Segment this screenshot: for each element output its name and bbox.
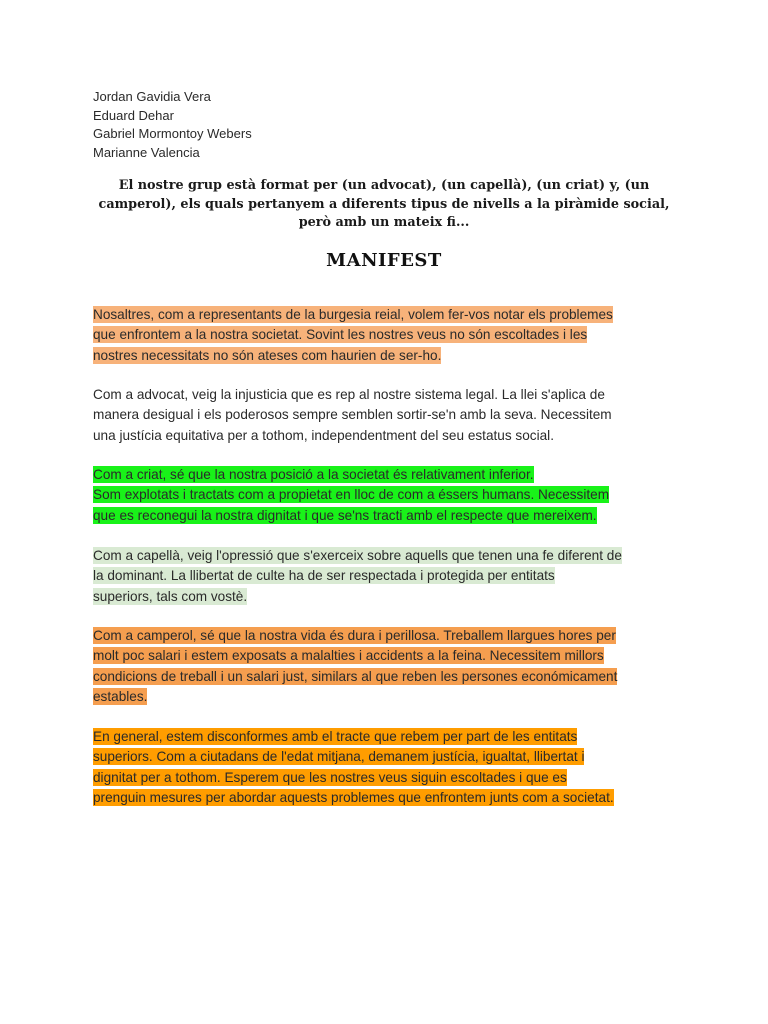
author-name: Gabriel Mormontoy Webers [93, 126, 252, 141]
paragraph-line [93, 346, 678, 366]
paragraph-line-text: la dominant. La llibertat de culte ha de ser respectada i protegida per entitats [93, 568, 555, 584]
intro-line: camperol), els quals pertanyem a diferents tipus de nivells a la piràmide social, [98, 196, 670, 212]
paragraph-peasant [93, 626, 678, 707]
paragraph-line-text: superiors, tals com vostè. [93, 588, 248, 604]
paragraph-line [93, 566, 678, 586]
paragraph-line [93, 626, 678, 646]
paragraph-line [93, 768, 678, 788]
paragraph-line [93, 426, 678, 446]
paragraph-line-text: prenguin mesures per abordar aquests problemes que enfrontem junts com a societat. [93, 789, 614, 805]
intro-line: El nostre grup està format per (un advocat), (un capellà), (un criat) y, (un [118, 178, 650, 193]
author-list [93, 88, 252, 162]
paragraph-line-text: superiors. Com a ciutadans de l'edat mitjana, demanem justícia, igualtat, llibertat i [93, 749, 585, 765]
paragraph-line [93, 687, 678, 707]
paragraph-conclusion [93, 727, 678, 808]
paragraph-line-text: condicions de treball i un salari just, similars al que reben les persones económicament [93, 668, 618, 684]
intro-line: però amb un mateix fi... [298, 215, 470, 230]
paragraph-line-text: En general, estem disconformes amb el tracte que rebem per part de les entitats [93, 729, 578, 744]
paragraph-bourgeoisie [93, 305, 678, 366]
paragraph-line-text: una justícia equitativa per a tothom, independentment del seu estatus social. [93, 427, 554, 443]
paragraph-servant [93, 465, 678, 526]
author-name: Jordan Gavidia Vera [93, 89, 211, 104]
paragraph-line [93, 325, 678, 345]
paragraph-line-text: manera desigual i els poderosos sempre semblen sortir-se'n amb la seva. Necessitem [93, 407, 612, 423]
paragraph-priest [93, 546, 678, 607]
paragraph-line-text: Com a camperol, sé que la nostra vida és dura i perillosa. Treballem llargues hores per [93, 628, 616, 643]
author-name: Eduard Dehar [93, 107, 174, 123]
paragraph-line-text: Nosaltres, com a representants de la burgesia reial, volem fer-vos notar els problemes [93, 307, 613, 322]
paragraph-line-text: dignitat per a tothom. Esperem que les nostres veus siguin escoltades i que es [93, 769, 567, 785]
paragraph-line-text: molt poc salari i estem exposats a malalties i accidents a la feina. Necessitem millors [93, 648, 604, 664]
paragraph-lawyer [93, 385, 678, 446]
intro-statement [93, 177, 675, 233]
paragraph-line-text: Com a criat, sé que la nostra posició a la societat és relativament inferior. [93, 467, 534, 482]
paragraph-line [93, 587, 678, 607]
paragraph-line [93, 485, 678, 505]
paragraph-line [93, 305, 678, 325]
paragraph-line [93, 385, 678, 405]
author-name: Marianne Valencia [93, 144, 200, 160]
paragraph-line [93, 506, 678, 526]
paragraph-line [93, 727, 678, 747]
paragraph-line [93, 667, 678, 687]
paragraph-line [93, 788, 678, 808]
paragraph-line-text: Som explotats i tractats com a propietat en lloc de com a éssers humans. Necessitem [93, 487, 610, 503]
paragraph-line [93, 747, 678, 767]
paragraph-line-text: nostres necessitats no són ateses com haurien de ser-ho. [93, 347, 442, 363]
paragraph-line [93, 405, 678, 425]
paragraph-line-text: que enfrontem a la nostra societat. Sovint les nostres veus no són escoltades i les [93, 327, 588, 343]
paragraph-line-text: que es reconegui la nostra dignitat i que se'ns tracti amb el respecte que mereixem. [93, 507, 597, 523]
paragraph-line-text: estables. [93, 688, 148, 704]
paragraph-line [93, 465, 678, 485]
document-title: MANIFEST [326, 250, 442, 271]
paragraph-line [93, 646, 678, 666]
paragraph-line-text: Com a capellà, veig l'opressió que s'exerceix sobre aquells que tenen una fe diferent de [93, 548, 622, 563]
paragraph-line-text: Com a advocat, veig la injusticia que es rep al nostre sistema legal. La llei s'aplica de [93, 387, 605, 402]
paragraph-line [93, 546, 678, 566]
